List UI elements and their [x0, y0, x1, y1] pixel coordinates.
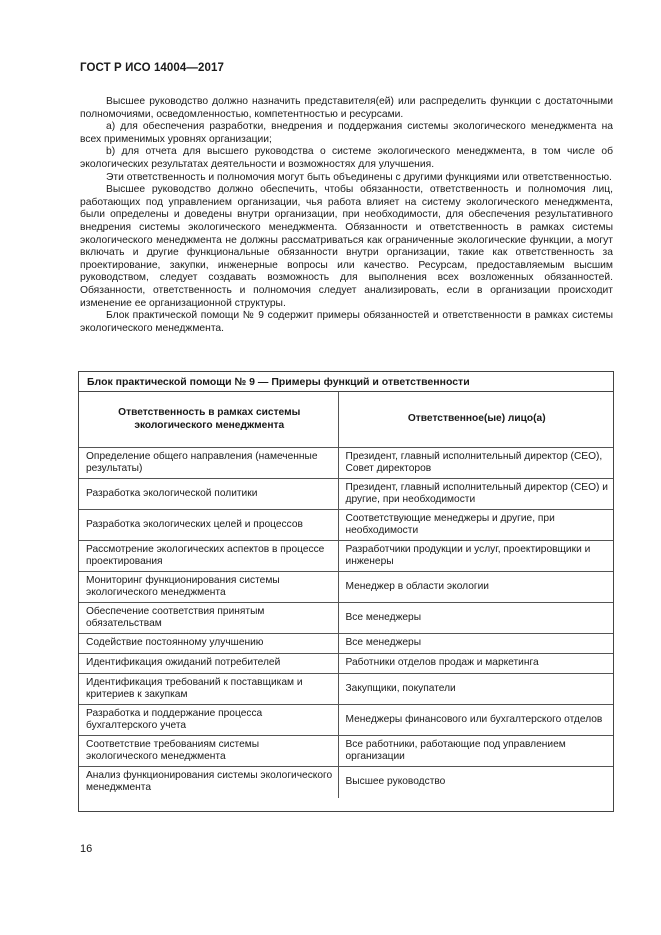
person-cell: Разработчики продукции и услуг, проектировщики и инженеры	[338, 541, 613, 572]
responsibility-cell: Разработка экологических целей и процессов	[79, 510, 338, 541]
responsibility-cell: Определение общего направления (намеченные результаты)	[79, 448, 338, 479]
responsibility-table	[79, 392, 613, 798]
table-row	[79, 572, 613, 603]
table-row	[79, 510, 613, 541]
responsibility-cell: Анализ функционирования системы экологического менеджмента	[79, 767, 338, 798]
person-cell: Все менеджеры	[338, 634, 613, 654]
responsibility-cell: Содействие постоянному улучшению	[79, 634, 338, 654]
table-header-row	[79, 392, 613, 448]
responsibility-cell: Рассмотрение экологических аспектов в процессе проектирования	[79, 541, 338, 572]
responsibility-cell: Идентификация требований к поставщикам и критериев к закупкам	[79, 674, 338, 705]
person-cell: Менеджеры финансового или бухгалтерского отделов	[338, 705, 613, 736]
table-row	[79, 541, 613, 572]
table-row	[79, 705, 613, 736]
paragraph: a) для обеспечения разработки, внедрения и поддержания системы экологического менеджмента на всех применимых уровнях организации;	[80, 121, 613, 145]
person-cell: Работники отделов продаж и маркетинга	[338, 654, 613, 674]
responsibility-cell: Мониторинг функционирования системы экологического менеджмента	[79, 572, 338, 603]
person-cell: Высшее руководство	[338, 767, 613, 798]
responsibility-cell: Обеспечение соответствия принятым обязательствам	[79, 603, 338, 634]
table-row	[79, 654, 613, 674]
column-header-person: Ответственное(ые) лицо(а)	[338, 392, 613, 448]
responsibility-cell: Разработка и поддержание процесса бухгалтерского учета	[79, 705, 338, 736]
table-row	[79, 674, 613, 705]
responsibility-cell: Идентификация ожиданий потребителей	[79, 654, 338, 674]
table-row	[79, 479, 613, 510]
table-row	[79, 767, 613, 798]
table-row	[79, 634, 613, 654]
table-row	[79, 448, 613, 479]
table-row	[79, 736, 613, 767]
table-row	[79, 603, 613, 634]
practical-help-box	[78, 371, 614, 812]
person-cell: Закупщики, покупатели	[338, 674, 613, 705]
box-title: Блок практической помощи № 9 — Примеры функций и ответственности	[79, 372, 613, 392]
document-header: ГОСТ Р ИСО 14004—2017	[80, 62, 225, 74]
paragraph: Высшее руководство должно обеспечить, чтобы обязанности, ответственность и полномочия лиц, работающих под управлением организации, чья работа влияет на систему экологического менеджмента, были определены и доведены внутри организации, при необходимости, для обеспечения результативного внедрения системы экологического менеджмента. Обязанности и ответственность в рамках системы экологического менеджмента не должны рассматриваться как ограниченные экологические функции, а могут включать и другие функциональные обязанности внутри организации, такие как ответственность за проектирование, закупки, инженерные вопросы или качество. Ресурсам, предоставляемым высшим руководством, следует создавать возможность для выполнения всех возложенных обязанностей. Обязанности, ответственность и полномочия следует анализировать, если в организации происходит изменение ее организационной структуры.	[80, 184, 613, 309]
paragraph: b) для отчета для высшего руководства о системе экологического менеджмента, в том числе об экологических результатах деятельности и возможностях для улучшения.	[80, 146, 613, 170]
body-text	[80, 96, 613, 335]
person-cell: Все менеджеры	[338, 603, 613, 634]
person-cell: Соответствующие менеджеры и другие, при необходимости	[338, 510, 613, 541]
person-cell: Президент, главный исполнительный директор (CEO) и другие, при необходимости	[338, 479, 613, 510]
page-number: 16	[80, 843, 93, 855]
responsibility-cell: Соответствие требованиям системы экологического менеджмента	[79, 736, 338, 767]
paragraph: Высшее руководство должно назначить представителя(ей) или распределить функции с достаточными полномочиями, осведомленностью, компетентностью и ресурсами.	[80, 96, 613, 120]
paragraph: Блок практической помощи № 9 содержит примеры обязанностей и ответственности в рамках системы экологического менеджмента.	[80, 310, 613, 334]
responsibility-cell: Разработка экологической политики	[79, 479, 338, 510]
person-cell: Менеджер в области экологии	[338, 572, 613, 603]
paragraph: Эти ответственность и полномочия могут быть объединены с другими функциями или ответственностью.	[106, 171, 612, 183]
column-header-responsibility: Ответственность в рамках системы экологического менеджмента	[79, 392, 338, 448]
person-cell: Президент, главный исполнительный директор (CEO), Совет директоров	[338, 448, 613, 479]
person-cell: Все работники, работающие под управлением организации	[338, 736, 613, 767]
